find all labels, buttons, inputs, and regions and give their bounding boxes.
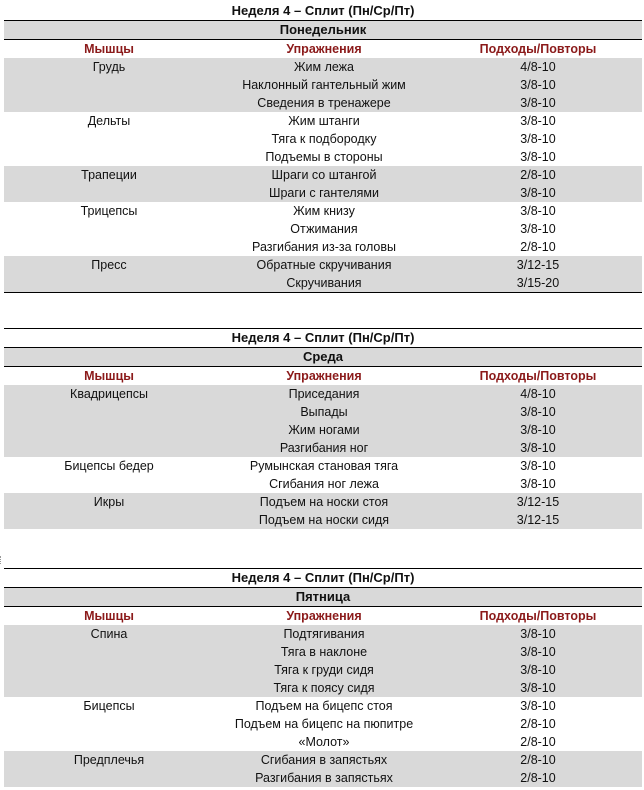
table-row xyxy=(4,220,642,238)
sets-reps: 3/15-20 xyxy=(516,276,560,290)
sets-reps: 2/8-10 xyxy=(520,753,556,767)
sets-reps: 3/8-10 xyxy=(520,423,556,437)
header-muscles xyxy=(4,367,214,385)
page-marker xyxy=(0,556,4,564)
table-row xyxy=(4,679,642,697)
sets-reps: 2/8-10 xyxy=(520,735,556,749)
sets-reps: 4/8-10 xyxy=(520,387,556,401)
muscle-cell xyxy=(4,148,214,166)
exercise-name: Подъем на носки сидя xyxy=(258,513,390,527)
exercise-name: Тяга к груди сидя xyxy=(274,663,374,677)
muscle-name: Икры xyxy=(93,495,125,509)
sets-reps: 3/8-10 xyxy=(520,699,556,713)
table-row xyxy=(4,403,642,421)
header-exercises: Упражнения xyxy=(286,42,362,56)
table-row xyxy=(4,94,642,112)
exercise-name: Разгибания ног xyxy=(279,441,369,455)
sets-reps: 2/8-10 xyxy=(520,168,556,182)
column-headers xyxy=(4,607,642,625)
table-row xyxy=(4,643,642,661)
sets-reps: 2/8-10 xyxy=(520,240,556,254)
muscle-cell xyxy=(4,130,214,148)
muscle-name: Грудь xyxy=(92,60,126,74)
exercise-name: Подъем на бицепс стоя xyxy=(255,699,393,713)
sets-reps: 3/8-10 xyxy=(520,405,556,419)
muscle-cell xyxy=(4,511,214,529)
sets-reps: 3/8-10 xyxy=(520,78,556,92)
day-header: Понедельник xyxy=(4,20,642,40)
table-row xyxy=(4,202,642,220)
muscle-cell xyxy=(4,421,214,439)
exercise-name: Шраги с гантелями xyxy=(269,186,379,200)
header-sets: Подходы/Повторы xyxy=(479,369,597,383)
table-row xyxy=(4,130,642,148)
muscle-cell xyxy=(4,385,214,403)
table-row xyxy=(4,715,642,733)
table-row xyxy=(4,439,642,457)
muscle-cell xyxy=(4,643,214,661)
muscle-cell xyxy=(4,439,214,457)
muscle-cell xyxy=(4,751,214,769)
muscle-cell xyxy=(4,715,214,733)
block-title: Неделя 4 – Сплит (Пн/Ср/Пт) xyxy=(231,570,415,585)
header-muscles-label: Мышцы xyxy=(84,369,134,383)
sets-reps: 3/8-10 xyxy=(520,627,556,641)
table-row xyxy=(4,421,642,439)
table-row xyxy=(4,385,642,403)
muscle-cell xyxy=(4,94,214,112)
sets-reps: 3/8-10 xyxy=(520,150,556,164)
sets-reps: 3/8-10 xyxy=(520,204,556,218)
sets-reps: 3/8-10 xyxy=(520,132,556,146)
table-row xyxy=(4,58,642,76)
muscle-cell xyxy=(4,202,214,220)
muscle-name: Пресс xyxy=(91,258,127,272)
header-muscles xyxy=(4,40,214,58)
friday-table xyxy=(4,568,642,787)
sets-reps: 2/8-10 xyxy=(520,771,556,785)
table-row xyxy=(4,274,642,293)
exercise-name: Отжимания xyxy=(290,222,358,236)
exercise-name: Румынская становая тяга xyxy=(249,459,399,473)
day-header: Среда xyxy=(4,347,642,367)
exercise-name: Жим книзу xyxy=(293,204,355,218)
exercise-name: Сгибания ног лежа xyxy=(269,477,379,491)
sets-reps: 3/12-15 xyxy=(516,258,560,272)
muscle-cell xyxy=(4,625,214,643)
table-row xyxy=(4,697,642,715)
muscle-cell xyxy=(4,403,214,421)
table-row xyxy=(4,625,642,643)
table-row xyxy=(4,256,642,274)
table-row xyxy=(4,184,642,202)
header-muscles-label: Мышцы xyxy=(84,609,134,623)
block-title: Неделя 4 – Сплит (Пн/Ср/Пт) xyxy=(231,3,415,18)
muscle-cell xyxy=(4,220,214,238)
muscle-name: Бицепсы xyxy=(83,699,135,713)
column-headers xyxy=(4,367,642,385)
header-muscles-label: Мышцы xyxy=(84,42,134,56)
exercise-name: Разгибания из-за головы xyxy=(252,240,396,254)
muscle-cell xyxy=(4,58,214,76)
exercise-name: Тяга к подбородку xyxy=(271,132,377,146)
muscle-cell xyxy=(4,274,214,292)
table-row xyxy=(4,475,642,493)
sets-reps: 3/8-10 xyxy=(520,663,556,677)
sets-reps: 3/8-10 xyxy=(520,459,556,473)
muscle-name: Бицепсы бедер xyxy=(64,459,154,473)
exercise-name: Приседания xyxy=(288,387,360,401)
exercise-name: Жим лежа xyxy=(293,60,354,74)
table-row xyxy=(4,493,642,511)
muscle-cell xyxy=(4,493,214,511)
sets-reps: 3/8-10 xyxy=(520,222,556,236)
muscle-cell xyxy=(4,112,214,130)
muscle-cell xyxy=(4,661,214,679)
sets-reps: 2/8-10 xyxy=(520,717,556,731)
monday-table xyxy=(4,2,642,293)
exercise-name: Сгибания в запястьях xyxy=(260,753,388,767)
exercise-name: Обратные скручивания xyxy=(256,258,392,272)
day-header: Пятница xyxy=(4,587,642,607)
exercise-name: Выпады xyxy=(300,405,348,419)
table-row xyxy=(4,457,642,475)
table-row xyxy=(4,238,642,256)
muscle-name: Трапеции xyxy=(81,168,137,182)
table-row xyxy=(4,733,642,751)
exercise-name: Шраги со штангой xyxy=(271,168,377,182)
muscle-cell xyxy=(4,256,214,274)
table-row xyxy=(4,166,642,184)
sets-reps: 3/12-15 xyxy=(516,495,560,509)
sets-reps: 3/8-10 xyxy=(520,477,556,491)
muscle-cell xyxy=(4,475,214,493)
table-row xyxy=(4,769,642,787)
muscle-name: Дельты xyxy=(87,114,131,128)
muscle-cell xyxy=(4,733,214,751)
header-sets: Подходы/Повторы xyxy=(479,42,597,56)
muscle-cell xyxy=(4,679,214,697)
table-row xyxy=(4,112,642,130)
wednesday-table xyxy=(4,328,642,529)
exercise-name: Жим ногами xyxy=(288,423,360,437)
exercise-name: Разгибания в запястьях xyxy=(255,771,393,785)
exercise-name: Жим штанги xyxy=(288,114,360,128)
table-row xyxy=(4,661,642,679)
exercise-name: Подтягивания xyxy=(283,627,365,641)
muscle-cell xyxy=(4,697,214,715)
table-row xyxy=(4,76,642,94)
header-exercises: Упражнения xyxy=(286,609,362,623)
exercise-name: Тяга в наклоне xyxy=(280,645,368,659)
muscle-name: Спина xyxy=(90,627,128,641)
exercise-name: Скручивания xyxy=(286,276,362,290)
muscle-cell xyxy=(4,769,214,787)
sets-reps: 3/8-10 xyxy=(520,645,556,659)
sets-reps: 3/8-10 xyxy=(520,114,556,128)
exercise-name: Подъем на носки стоя xyxy=(259,495,389,509)
column-headers xyxy=(4,40,642,58)
muscle-cell xyxy=(4,238,214,256)
exercise-name: Подъемы в стороны xyxy=(265,150,383,164)
sets-reps: 4/8-10 xyxy=(520,60,556,74)
exercise-name: Сведения в тренажере xyxy=(257,96,391,110)
muscle-cell xyxy=(4,76,214,94)
table-row xyxy=(4,751,642,769)
header-sets: Подходы/Повторы xyxy=(479,609,597,623)
exercise-name: Наклонный гантельный жим xyxy=(242,78,406,92)
muscle-cell xyxy=(4,166,214,184)
sets-reps: 3/12-15 xyxy=(516,513,560,527)
block-title: Неделя 4 – Сплит (Пн/Ср/Пт) xyxy=(231,330,415,345)
table-row xyxy=(4,511,642,529)
exercise-name: «Молот» xyxy=(298,735,350,749)
sets-reps: 3/8-10 xyxy=(520,681,556,695)
muscle-name: Трицепсы xyxy=(80,204,138,218)
muscle-cell xyxy=(4,457,214,475)
muscle-cell xyxy=(4,184,214,202)
sets-reps: 3/8-10 xyxy=(520,186,556,200)
exercise-name: Подъем на бицепс на пюпитре xyxy=(234,717,414,731)
header-muscles xyxy=(4,607,214,625)
header-exercises: Упражнения xyxy=(286,369,362,383)
muscle-name: Квадрицепсы xyxy=(70,387,148,401)
table-row xyxy=(4,148,642,166)
sets-reps: 3/8-10 xyxy=(520,96,556,110)
muscle-name: Предплечья xyxy=(73,753,145,767)
sets-reps: 3/8-10 xyxy=(520,441,556,455)
exercise-name: Тяга к поясу сидя xyxy=(273,681,375,695)
